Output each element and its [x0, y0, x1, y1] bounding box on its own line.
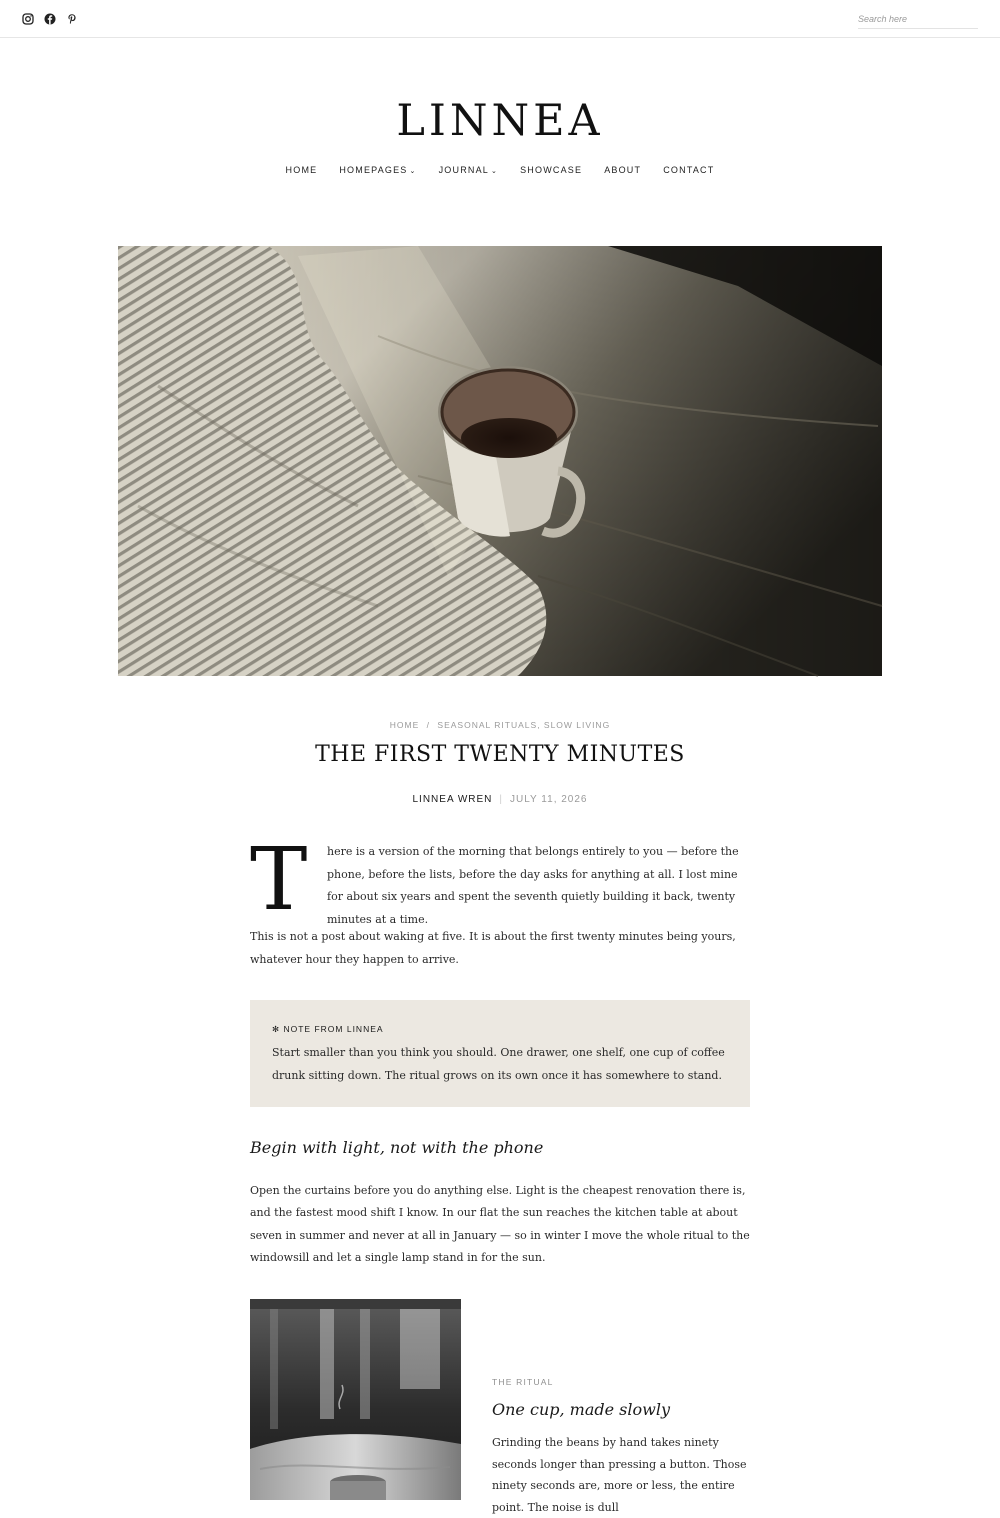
- ritual-text: Grinding the beans by hand takes ninety seconds longer than pressing a button. Those ninety seconds are, more or less, the entire point. The noise is dull: [492, 1436, 747, 1514]
- drop-cap: T: [250, 830, 308, 930]
- note-label: ✻ NOTE FROM LINNEA: [272, 1024, 384, 1034]
- author-link[interactable]: LINNEA WREN: [412, 794, 493, 805]
- pinterest-icon[interactable]: [65, 12, 79, 26]
- nav-item-about[interactable]: [604, 165, 641, 175]
- nav-label: HOMEPAGES: [339, 165, 408, 175]
- intro-paragraph: here is a version of the morning that belongs entirely to you — before the phone, before the lists, before the day asks for anything at all. I lost mine for about six years and spent the seventh quietly building it back, twenty minutes at a time.: [327, 845, 739, 926]
- post-title: THE FIRST TWENTY MINUTES: [315, 742, 685, 767]
- ritual-label: THE RITUAL: [492, 1377, 554, 1387]
- search-input[interactable]: [858, 9, 978, 29]
- nav-item-journal[interactable]: [439, 165, 499, 175]
- nav-label: SHOWCASE: [520, 165, 583, 175]
- ritual-image-coffee-cup: [250, 1299, 461, 1500]
- instagram-icon[interactable]: [21, 12, 35, 26]
- site-logo[interactable]: LINNEA: [396, 96, 604, 146]
- chevron-down-icon: ⌄: [409, 168, 417, 175]
- top-bar: [0, 0, 1000, 38]
- chevron-down-icon: ⌄: [491, 168, 499, 175]
- nav-item-showcase[interactable]: [520, 165, 582, 175]
- nav-label: JOURNAL: [438, 165, 490, 175]
- section-heading: Begin with light, not with the phone: [250, 1138, 544, 1157]
- facebook-icon[interactable]: [43, 12, 57, 26]
- note-box: [250, 1000, 750, 1107]
- nav-item-contact[interactable]: [663, 165, 714, 175]
- nav-item-home[interactable]: [286, 165, 318, 175]
- body-paragraph: Open the curtains before you do anything else. Light is the cheapest renovation there is, and the fastest mood shift I know. In our flat the sun reaches the kitchen table at about seven in summer and never at all in January — so in winter I move the whole ritual to the windowsill and let a single lamp stand in for the sun.: [250, 1184, 750, 1264]
- nav-label: CONTACT: [663, 165, 715, 175]
- note-text: Start smaller than you think you should. One drawer, one shelf, one cup of coffee drunk sitting down. The ritual grows on its own once it has somewhere to stand.: [272, 1046, 725, 1082]
- post-date: JULY 11, 2026: [510, 794, 588, 805]
- nav-label: ABOUT: [604, 165, 642, 175]
- body-paragraph: This is not a post about waking at five. It is about the first twenty minutes being yours, whatever hour they happen to arrive.: [250, 930, 736, 966]
- breadcrumb: [0, 720, 1000, 730]
- nav-item-homepages[interactable]: [339, 165, 416, 175]
- main-nav: [0, 165, 1000, 175]
- hero-image-coffee-cup-on-bed: [118, 246, 882, 676]
- nav-label: HOME: [285, 165, 318, 175]
- meta-separator: |: [499, 794, 503, 805]
- ritual-title: One cup, made slowly: [492, 1400, 670, 1419]
- breadcrumb-categories-link[interactable]: SEASONAL RITUALS, SLOW LIVING: [437, 720, 611, 730]
- post-meta: [0, 794, 1000, 805]
- breadcrumb-home-link[interactable]: HOME: [389, 720, 420, 730]
- breadcrumb-separator: /: [426, 720, 431, 730]
